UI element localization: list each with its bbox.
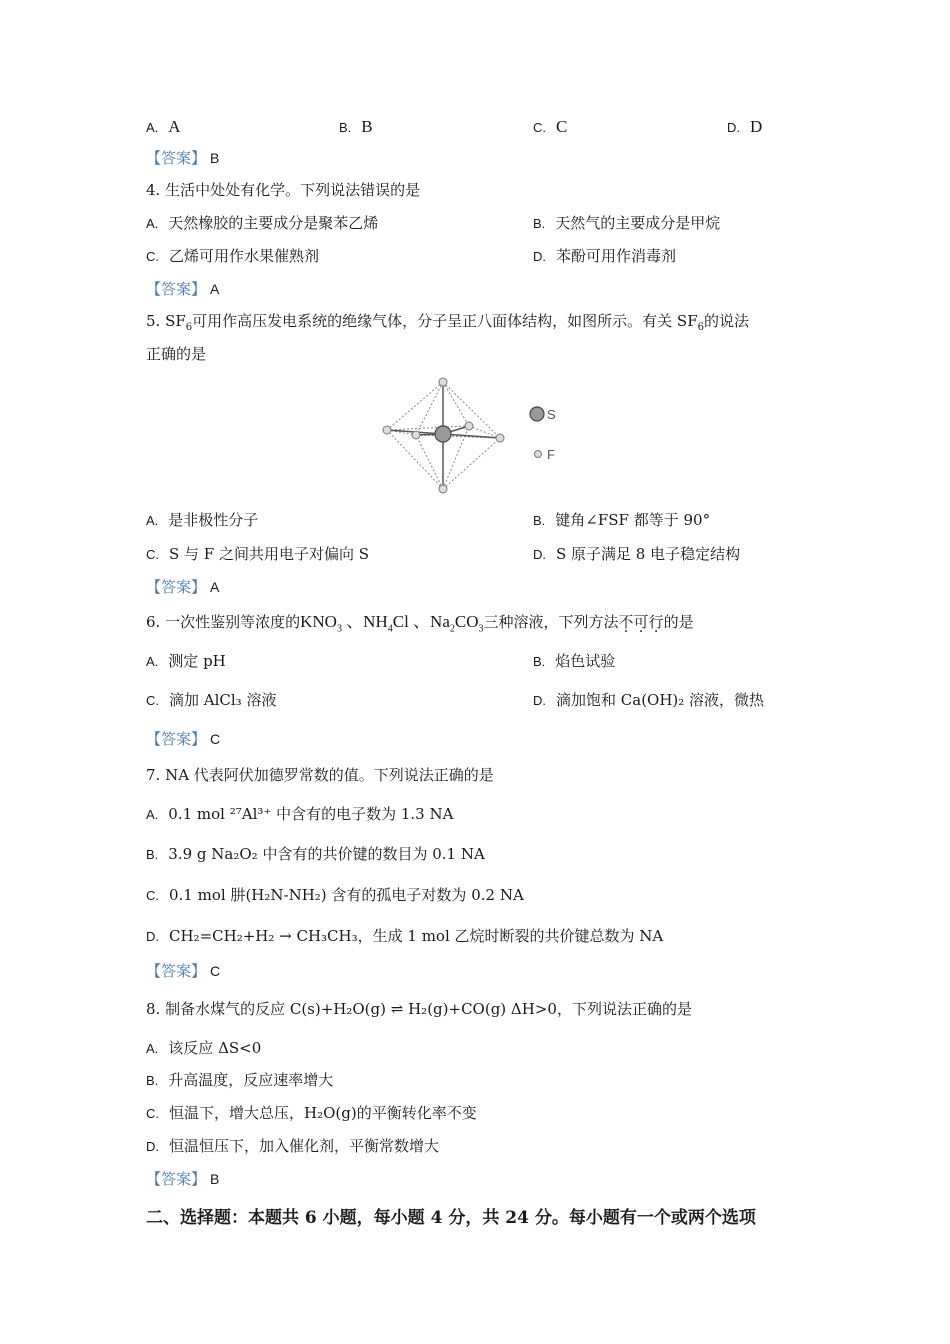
q6-option-c: C. 滴加 AlCl₃ 溶液 — [146, 691, 277, 709]
q4-option-d: D. 苯酚可用作消毒剂 — [533, 247, 677, 265]
legend-s-icon — [530, 407, 544, 421]
legend-s-label: S — [547, 407, 556, 422]
q7-stem: 7. NA 代表阿伏加德罗常数的值。下列说法正确的是 — [146, 766, 494, 784]
q6-answer: 【答案】 C — [146, 730, 221, 748]
q4-answer: 【答案】 A — [146, 280, 220, 298]
q5-answer: 【答案】 A — [146, 578, 220, 596]
q7-option-a: A. 0.1 mol ²⁷Al³⁺ 中含有的电子数为 1.3 NA — [146, 805, 454, 823]
q6-option-b: B. 焰色试验 — [533, 652, 616, 670]
q7-option-b: B. 3.9 g Na₂O₂ 中含有的共价键的数目为 0.1 NA — [146, 845, 485, 863]
q8-option-a: A. 该反应 ΔS<0 — [146, 1039, 262, 1057]
q8-stem: 8. 制备水煤气的反应 C(s)+H₂O(g) ⇌ H₂(g)+CO(g) ΔH>0，下列说法正确的是 — [146, 1000, 692, 1018]
q4-option-c: C. 乙烯可用作水果催熟剂 — [146, 247, 320, 265]
q5-option-d: D. S 原子满足 8 电子稳定结构 — [533, 545, 741, 563]
q4-stem: 4. 生活中处处有化学。下列说法错误的是 — [146, 181, 421, 199]
q3-option-c: C. C — [533, 117, 568, 136]
q3-option-d: D. D — [727, 117, 763, 136]
legend-f-icon — [535, 451, 542, 458]
q7-option-c: C. 0.1 mol 肼(H₂N-NH₂) 含有的孤电子对数为 0.2 NA — [146, 886, 524, 904]
q8-answer: 【答案】 B — [146, 1170, 220, 1188]
q6-option-d: D. 滴加饱和 Ca(OH)₂ 溶液，微热 — [533, 691, 765, 709]
q4-option-a: A. 天然橡胶的主要成分是聚苯乙烯 — [146, 214, 379, 232]
section-2-heading: 二、选择题：本题共 6 小题，每小题 4 分，共 24 分。每小题有一个或两个选项 — [146, 1208, 756, 1228]
q5-option-c: C. S 与 F 之间共用电子对偏向 S — [146, 545, 370, 563]
q3-option-b: B. B — [339, 117, 373, 136]
formula-kno3: $KNO_3$ 、$NH_4Cl$ 、$Na_2CO_3$ — [300, 612, 484, 635]
q8-option-b: B. 升高温度，反应速率增大 — [146, 1071, 334, 1089]
sf6-octahedron-figure — [375, 372, 575, 497]
q5-stem-line1: 5. $SF_6$可用作高压发电系统的绝缘气体，分子呈正八面体结构，如图所示。有关 $SF_6$的说法 — [146, 312, 749, 333]
q6-stem: 6. 一次性鉴别等浓度的$KNO_3$ 、$NH_4Cl$ 、$Na_2CO_3$三种溶液，下列方法不可行的是 — [146, 612, 694, 635]
q5-stem-line2: 正确的是 — [146, 345, 207, 363]
q3-option-a: A. A — [146, 117, 181, 136]
q6-option-a: A. 测定 pH — [146, 652, 226, 670]
q7-option-d: D. CH₂=CH₂+H₂ → CH₃CH₃，生成 1 mol 乙烷时断裂的共价键总数为 NA — [146, 927, 664, 945]
legend-f-label: F — [547, 447, 555, 462]
q7-answer: 【答案】 C — [146, 962, 221, 980]
q5-option-a: A. 是非极性分子 — [146, 511, 259, 529]
q8-option-d: D. 恒温恒压下，加入催化剂，平衡常数增大 — [146, 1137, 440, 1155]
sulfur-atom-icon — [435, 426, 451, 442]
q4-option-b: B. 天然气的主要成分是甲烷 — [533, 214, 721, 232]
q8-option-c: C. 恒温下，增大总压，H₂O(g)的平衡转化率不变 — [146, 1104, 477, 1122]
q5-option-b: B. 键角∠FSF 都等于 90° — [533, 511, 711, 529]
q3-answer: 【答案】 B — [146, 149, 220, 167]
